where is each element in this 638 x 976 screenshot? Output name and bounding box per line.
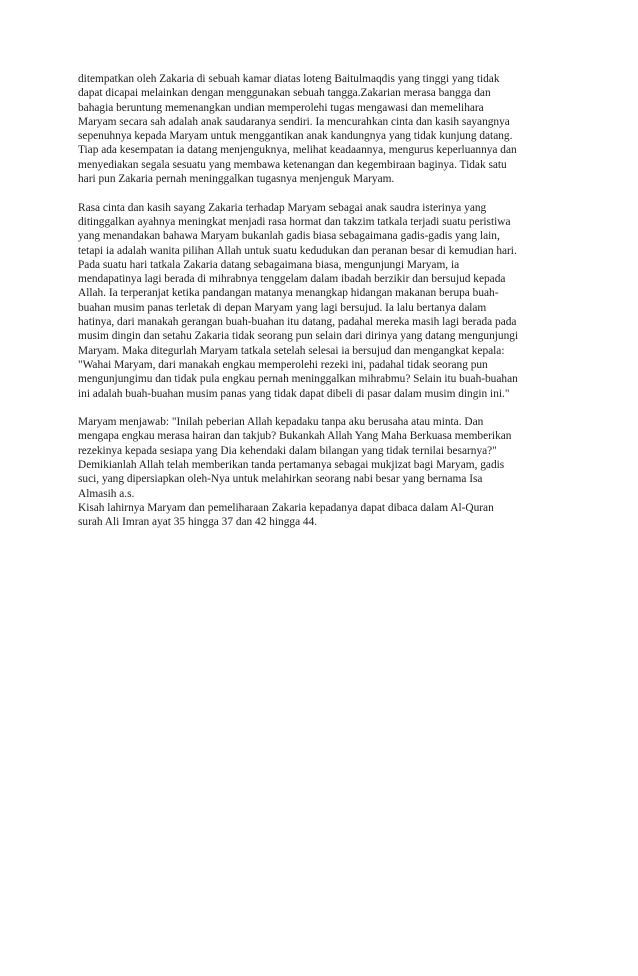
- text-line: buahan musim panas terletak di depan Maryam yang lagi bersujud. Ia lalu bertanya dalam: [78, 301, 487, 314]
- text-line: yang menandakan bahawa Maryam bukanlah gadis biasa sebagaimana gadis-gadis yang lain,: [78, 230, 500, 243]
- paragraph: [78, 415, 570, 529]
- text-line: ditempatkan oleh Zakaria di sebuah kamar diatas loteng Baitulmaqdis yang tinggi yang tidak: [78, 73, 500, 85]
- text-line: Maryam menjawab: "Inilah peberian Allah kepadaku tanpa aku berusaha atau minta. Dan: [78, 416, 484, 429]
- paragraph: [78, 201, 570, 401]
- text-line: hatinya, dari manakah gerangan buah-buahan itu datang, padahal mereka masih lagi berada pada: [78, 316, 517, 329]
- text-line: Allah. Ia terperanjat ketika pandangan matanya menangkap hidangan makanan berupa buah-: [78, 287, 499, 300]
- text-line: Tiap ada kesempatan ia datang menjenguknya, melihat keadaannya, mengurus keperluannya dan: [78, 144, 517, 157]
- text-line: Kisah lahirnya Maryam dan pemeliharaan Zakaria kepadanya dapat dibaca dalam Al-Quran: [78, 501, 494, 514]
- text-line: ditinggalkan ayahnya meningkat menjadi rasa hormat dan takzim tatkala terjadi suatu peristiwa: [78, 215, 511, 228]
- text-line: suci, yang dipersiapkan oleh-Nya untuk melahirkan seorang nabi besar yang bernama Isa: [78, 473, 483, 486]
- text-line: Maryam. Maka ditegurlah Maryam tatkala setelah selesai ia bersujud dan mengangkat kepala:: [78, 344, 505, 357]
- text-line: surah Ali Imran ayat 35 hingga 37 dan 42 hingga 44.: [78, 516, 318, 529]
- text-line: tetapi ia adalah wanita pilihan Allah untuk suatu kedudukan dan peranan besar di kemudian hari.: [78, 244, 517, 257]
- document-body: [78, 72, 570, 544]
- text-line: Pada suatu hari tatkala Zakaria datang sebagaimana biasa, mengunjungi Maryam, ia: [78, 258, 460, 271]
- text-line: Rasa cinta dan kasih sayang Zakaria terhadap Maryam sebagai anak saudra isterinya yang: [78, 201, 487, 214]
- text-line: menyediakan segala sesuatu yang membawa ketenangan dan kegembiraan baginya. Tidak satu: [78, 158, 507, 171]
- text-line: Demikianlah Allah telah memberikan tanda pertamanya sebagai mukjizat bagi Maryam, gadis: [78, 459, 505, 472]
- text-line: mengunjungimu dan tidak pula engkau pernah meninggalkan mihrabmu? Selain itu buah-buahan: [78, 373, 518, 386]
- text-line: mengapa engkau merasa hairan dan takjub? Bukankah Allah Yang Maha Berkuasa memberikan: [78, 430, 512, 443]
- text-line: "Wahai Maryam, dari manakah engkau memperolehi rezeki ini, padahal tidak seorang pun: [78, 358, 488, 371]
- text-line: sepenuhnya kepada Maryam untuk menggantikan anak kandungnya yang tidak kunjung datang.: [78, 130, 513, 143]
- text-line: ini adalah buah-buahan musim panas yang tidak dapat dibeli di pasar dalam musim dingin ini.": [78, 387, 510, 400]
- text-line: hari pun Zakaria pernah meninggalkan tugasnya menjenguk Maryam.: [78, 173, 395, 186]
- text-line: Almasih a.s.: [78, 487, 135, 500]
- text-line: mendapatinya lagi berada di mihrabnya tenggelam dalam ibadah berzikir dan bersujud kepada: [78, 273, 506, 286]
- text-line: dapat dicapai melainkan dengan menggunakan sebuah tangga.Zakarian merasa bangga dan: [78, 87, 491, 100]
- text-line: musim dingin dan setahu Zakaria tidak seorang pun selain dari dirinya yang datang mengunjungi: [78, 330, 519, 343]
- text-line: rezekinya kepada sesiapa yang Dia kehendaki dalam bilangan yang tidak ternilai besarnya?": [78, 444, 497, 457]
- text-line: bahagia beruntung memenangkan undian memperolehi tugas mengawasi dan memelihara: [78, 101, 484, 114]
- paragraph: [78, 72, 570, 186]
- text-line: Maryam secara sah adalah anak saudaranya sendiri. Ia mencurahkan cinta dan kasih sayangnya: [78, 115, 510, 128]
